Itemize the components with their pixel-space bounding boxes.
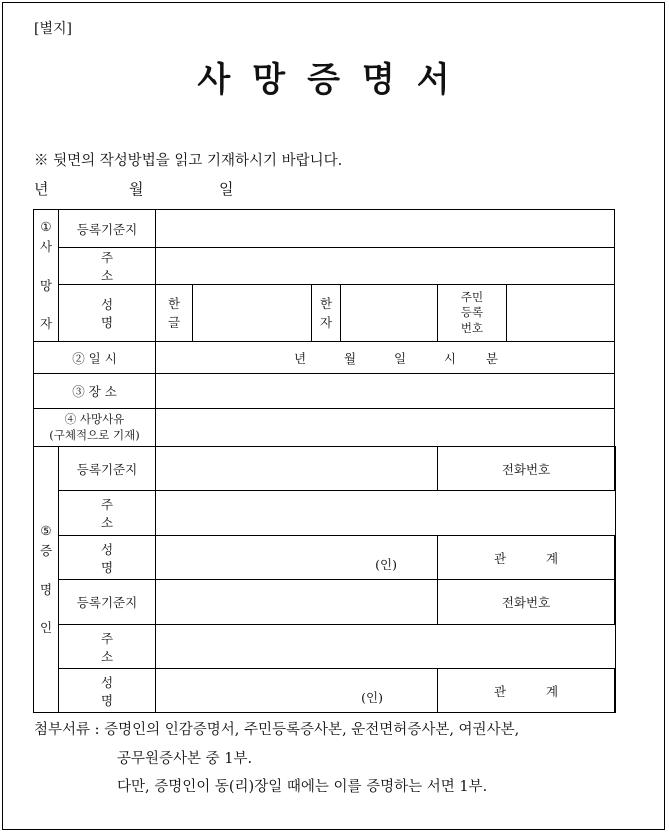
witness1-name-field[interactable]: [156, 536, 438, 580]
form-tag: [별지]: [34, 21, 72, 37]
datetime-minute-unit: 분: [485, 350, 498, 366]
witness1-registry-field[interactable]: [156, 447, 438, 491]
witness2-registry-field[interactable]: [156, 580, 438, 625]
witness2-seal-mark: (인): [361, 690, 383, 705]
rrn-label: 주민 등록 번호: [438, 285, 507, 342]
rrn-field[interactable]: [507, 285, 615, 342]
deceased-address-label: 주 소: [59, 248, 156, 285]
hangul-label: 한 글: [156, 285, 193, 342]
place-label: ③ 장 소: [34, 374, 156, 409]
instruction-notice: ※ 뒷면의 작성방법을 읽고 기재하시기 바랍니다.: [34, 153, 343, 169]
witness2-registry-label: 등록기준지: [59, 580, 156, 625]
witness2-relation-label: 관 계: [438, 669, 615, 713]
deceased-address-field[interactable]: [156, 248, 615, 285]
death-certificate-table: [33, 209, 616, 713]
witness1-name-label: 성 명: [59, 536, 156, 580]
attachments-line-3: 다만, 증명인이 동(리)장일 때에는 이를 증명하는 서면 1부.: [117, 779, 488, 795]
witness2-address-field[interactable]: [156, 625, 616, 669]
witness1-phone-label: 전화번호: [438, 447, 615, 491]
datetime-month-unit: 월: [343, 350, 357, 366]
datetime-field[interactable]: [156, 342, 615, 374]
witness1-relation-label: 관 계: [438, 536, 615, 580]
deceased-section-label: ① 사 망 자: [34, 210, 59, 342]
witness1-phone-field[interactable]: [615, 447, 616, 491]
date-day-label: 일: [219, 180, 234, 198]
datetime-hour-unit: 시: [443, 350, 456, 366]
datetime-label: ② 일 시: [34, 342, 156, 374]
datetime-year-unit: 년: [293, 350, 307, 366]
cause-label: ④ 사망사유 (구체적으로 기재): [34, 409, 156, 447]
place-field[interactable]: [156, 374, 615, 409]
date-year-label: 년: [34, 180, 49, 198]
deceased-name-label: 성 명: [59, 285, 156, 342]
witness1-address-label: 주 소: [59, 491, 156, 536]
witness1-registry-label: 등록기준지: [59, 447, 156, 491]
hanja-label: 한 자: [312, 285, 341, 342]
hanja-name-field[interactable]: [341, 285, 438, 342]
witness1-address-field[interactable]: [156, 491, 616, 536]
attachments-line-1: 첨부서류 : 증명인의 인감증명서, 주민등록증사본, 운전면허증사본, 여권사본,: [34, 722, 520, 738]
witness2-phone-field[interactable]: [615, 580, 616, 625]
witness1-relation-field[interactable]: [615, 536, 616, 580]
hangul-name-field[interactable]: [193, 285, 312, 342]
witness2-name-label: 성 명: [59, 669, 156, 713]
witness2-phone-label: 전화번호: [438, 580, 615, 625]
datetime-day-unit: 일: [393, 350, 407, 366]
date-month-label: 월: [129, 180, 144, 198]
deceased-registry-label: 등록기준지: [59, 210, 156, 248]
witness1-seal-mark: (인): [375, 557, 397, 572]
page-title: 사망증명서: [197, 60, 472, 100]
witness2-address-label: 주 소: [59, 625, 156, 669]
witness2-relation-field[interactable]: [615, 669, 616, 713]
deceased-registry-field[interactable]: [156, 210, 615, 248]
attachments-line-2: 공무원증사본 중 1부.: [117, 751, 253, 767]
witness-section-label: ⑤ 증 명 인: [34, 447, 59, 713]
cause-field[interactable]: [156, 409, 615, 447]
witness2-name-field[interactable]: [156, 669, 438, 713]
